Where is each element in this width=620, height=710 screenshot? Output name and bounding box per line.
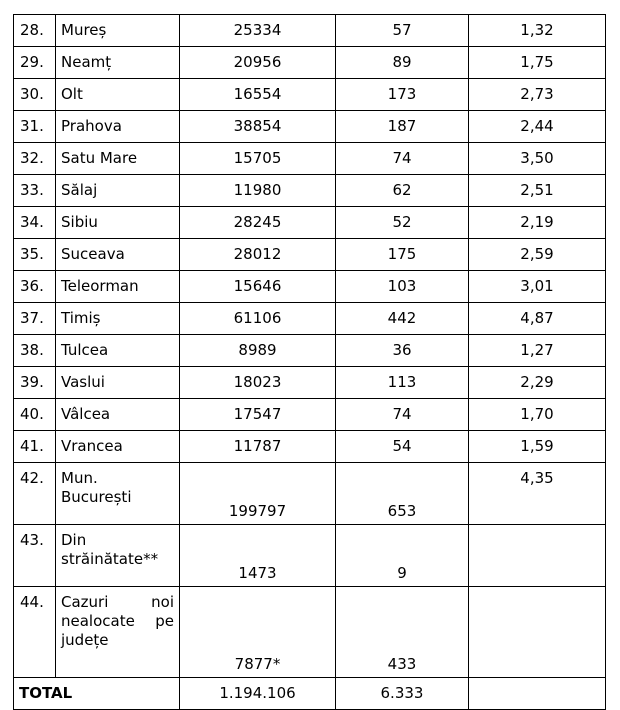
row-number: 36. — [14, 271, 56, 303]
row-number: 44. — [14, 587, 56, 678]
table-row — [14, 303, 606, 335]
total-rate — [469, 678, 606, 710]
new-cases: 74 — [336, 399, 469, 431]
county-name: Vrancea — [56, 431, 180, 463]
county-name: Mureș — [56, 15, 180, 47]
incidence-rate — [469, 525, 606, 587]
total-cases: 15646 — [180, 271, 336, 303]
table-row — [14, 207, 606, 239]
county-name: Vaslui — [56, 367, 180, 399]
county-name: Olt — [56, 79, 180, 111]
county-name-line1: Mun. — [61, 469, 98, 487]
county-name-line1: Din — [61, 531, 87, 549]
county-name — [56, 463, 180, 525]
new-cases: 52 — [336, 207, 469, 239]
total-label: TOTAL — [14, 678, 180, 710]
row-number: 33. — [14, 175, 56, 207]
new-cases: 103 — [336, 271, 469, 303]
county-name-line2: București — [61, 488, 132, 506]
incidence-rate: 4,87 — [469, 303, 606, 335]
row-number: 30. — [14, 79, 56, 111]
table-row — [14, 525, 606, 587]
incidence-rate — [469, 587, 606, 678]
county-name: Neamț — [56, 47, 180, 79]
county-name: Satu Mare — [56, 143, 180, 175]
incidence-rate: 2,73 — [469, 79, 606, 111]
total-cases: 20956 — [180, 47, 336, 79]
incidence-rate: 2,51 — [469, 175, 606, 207]
county-name: Timiș — [56, 303, 180, 335]
county-name-line3: județe — [61, 631, 109, 649]
row-number: 31. — [14, 111, 56, 143]
total-cases: 25334 — [180, 15, 336, 47]
table-row — [14, 399, 606, 431]
incidence-rate: 2,29 — [469, 367, 606, 399]
incidence-rate: 2,59 — [469, 239, 606, 271]
row-number: 28. — [14, 15, 56, 47]
new-cases: 653 — [336, 463, 469, 525]
table-row — [14, 431, 606, 463]
county-name: Prahova — [56, 111, 180, 143]
county-name-line1: Cazuri noi — [61, 593, 174, 611]
row-number: 32. — [14, 143, 56, 175]
county-name — [56, 525, 180, 587]
incidence-rate: 1,27 — [469, 335, 606, 367]
total-cases: 11787 — [180, 431, 336, 463]
county-name-line2: nealocate pe — [61, 612, 174, 630]
county-name: Suceava — [56, 239, 180, 271]
new-cases: 89 — [336, 47, 469, 79]
row-number: 35. — [14, 239, 56, 271]
total-cases: 18023 — [180, 367, 336, 399]
row-number: 37. — [14, 303, 56, 335]
row-number: 42. — [14, 463, 56, 525]
new-cases: 175 — [336, 239, 469, 271]
table-row — [14, 271, 606, 303]
total-cases: 7877* — [180, 587, 336, 678]
new-cases: 433 — [336, 587, 469, 678]
table-row — [14, 47, 606, 79]
table-row — [14, 463, 606, 525]
new-cases: 57 — [336, 15, 469, 47]
new-cases: 187 — [336, 111, 469, 143]
table-row — [14, 335, 606, 367]
incidence-rate: 2,19 — [469, 207, 606, 239]
incidence-rate: 1,70 — [469, 399, 606, 431]
table-row — [14, 79, 606, 111]
row-number: 29. — [14, 47, 56, 79]
table-body — [14, 15, 606, 710]
total-cases: 38854 — [180, 111, 336, 143]
incidence-rate: 4,35 — [469, 463, 606, 525]
total-cases: 8989 — [180, 335, 336, 367]
row-number: 34. — [14, 207, 56, 239]
total-cases: 28245 — [180, 207, 336, 239]
total-cases: 1473 — [180, 525, 336, 587]
total-cases-sum: 1.194.106 — [180, 678, 336, 710]
row-number: 38. — [14, 335, 56, 367]
table-row — [14, 239, 606, 271]
table-row — [14, 143, 606, 175]
new-cases-sum: 6.333 — [336, 678, 469, 710]
incidence-rate: 1,75 — [469, 47, 606, 79]
table-row — [14, 587, 606, 678]
total-cases: 11980 — [180, 175, 336, 207]
total-row — [14, 678, 606, 710]
county-name: Sălaj — [56, 175, 180, 207]
new-cases: 442 — [336, 303, 469, 335]
table-row — [14, 111, 606, 143]
table-row — [14, 175, 606, 207]
county-statistics-table — [13, 14, 606, 710]
new-cases: 113 — [336, 367, 469, 399]
new-cases: 74 — [336, 143, 469, 175]
new-cases: 54 — [336, 431, 469, 463]
table-row — [14, 15, 606, 47]
county-name-line2: străinătate** — [61, 550, 159, 568]
total-cases: 15705 — [180, 143, 336, 175]
row-number: 40. — [14, 399, 56, 431]
county-name: Sibiu — [56, 207, 180, 239]
incidence-rate: 1,32 — [469, 15, 606, 47]
new-cases: 9 — [336, 525, 469, 587]
total-cases: 28012 — [180, 239, 336, 271]
row-number: 41. — [14, 431, 56, 463]
table-row — [14, 367, 606, 399]
incidence-rate: 2,44 — [469, 111, 606, 143]
incidence-rate: 1,59 — [469, 431, 606, 463]
new-cases: 62 — [336, 175, 469, 207]
total-cases: 17547 — [180, 399, 336, 431]
row-number: 43. — [14, 525, 56, 587]
incidence-rate: 3,50 — [469, 143, 606, 175]
total-cases: 61106 — [180, 303, 336, 335]
total-cases: 199797 — [180, 463, 336, 525]
incidence-rate: 3,01 — [469, 271, 606, 303]
county-name — [56, 587, 180, 678]
new-cases: 36 — [336, 335, 469, 367]
county-name: Tulcea — [56, 335, 180, 367]
county-name: Vâlcea — [56, 399, 180, 431]
new-cases: 173 — [336, 79, 469, 111]
total-cases: 16554 — [180, 79, 336, 111]
county-name: Teleorman — [56, 271, 180, 303]
row-number: 39. — [14, 367, 56, 399]
